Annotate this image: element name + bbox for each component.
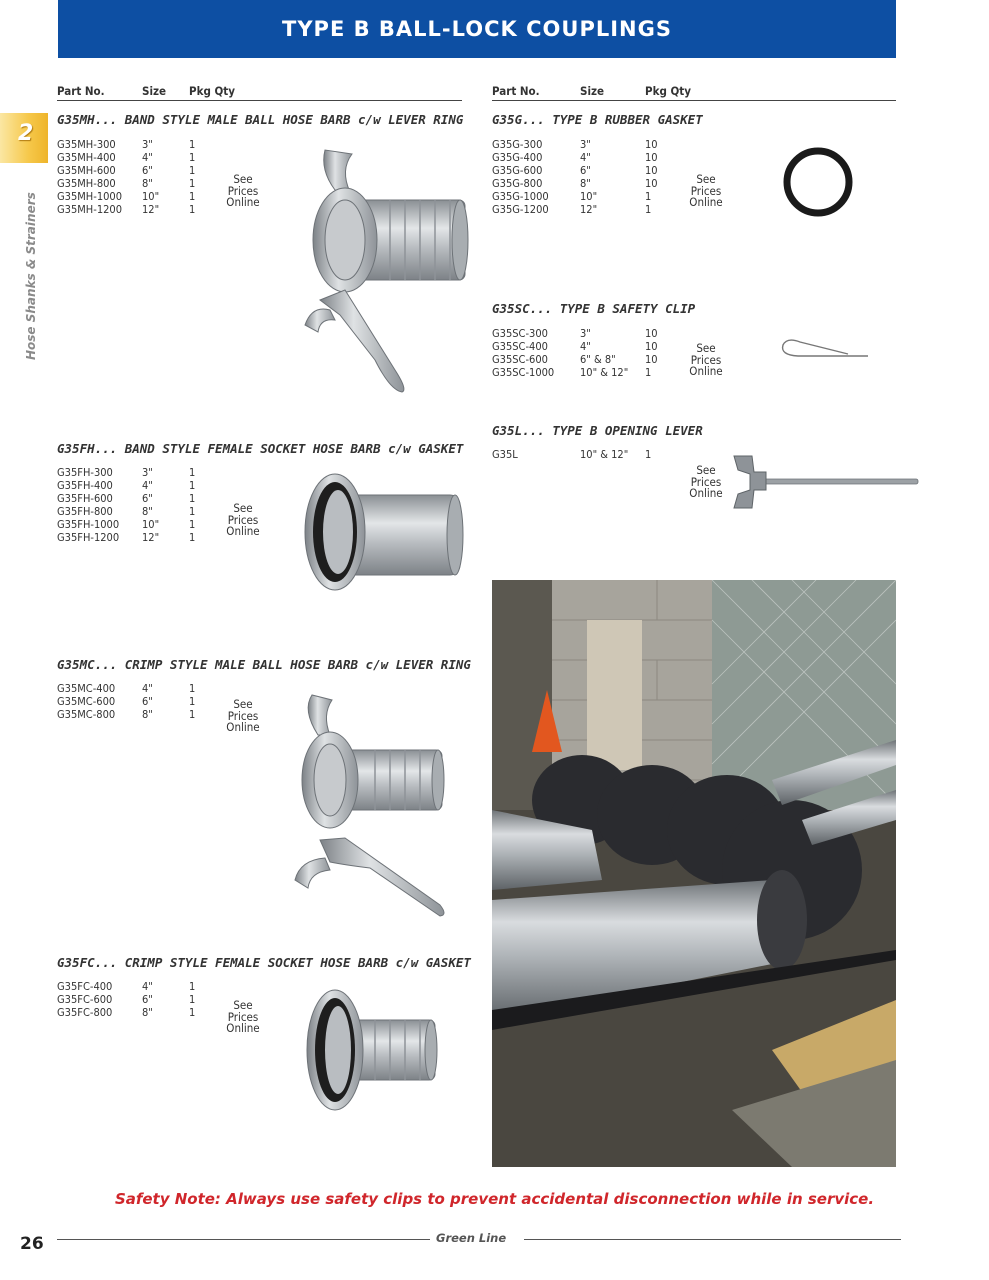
part-qty: 1 [189, 695, 196, 708]
prices-text: Prices [227, 708, 259, 723]
part-number: G35MH-600 [57, 164, 116, 177]
column-pkg-qty: Pkg Qty [645, 84, 691, 98]
see-text: See [696, 172, 716, 186]
part-size: 8" [142, 708, 153, 721]
part-qty: 1 [645, 203, 652, 216]
part-qty: 10 [645, 340, 658, 353]
part-size: 12" [142, 531, 160, 544]
see-text: See [696, 341, 716, 355]
part-qty: 1 [189, 505, 196, 518]
part-qty: 10 [645, 327, 658, 340]
footer-rule-left [57, 1239, 430, 1240]
see-prices-link[interactable] [676, 343, 736, 378]
opening-lever-image [728, 450, 923, 515]
part-number: G35SC-1000 [492, 366, 555, 379]
part-number: G35MC-400 [57, 682, 116, 695]
prices-text: Prices [227, 183, 259, 198]
part-number: G35SC-600 [492, 353, 548, 366]
part-size: 3" [580, 327, 591, 340]
part-number: G35FC-600 [57, 993, 113, 1006]
part-qty: 1 [189, 993, 196, 1006]
online-text: Online [689, 364, 723, 378]
part-qty: 1 [645, 190, 652, 203]
part-qty: 1 [189, 138, 196, 151]
part-qty: 1 [189, 151, 196, 164]
part-qty: 1 [189, 164, 196, 177]
safety-clip-image [778, 333, 873, 363]
part-size: 6" [142, 164, 153, 177]
column-pkg-qty: Pkg Qty [189, 84, 235, 98]
part-qty: 1 [189, 492, 196, 505]
chapter-number: 2 [18, 121, 34, 146]
section-title-fh: G35FH... BAND STYLE FEMALE SOCKET HOSE BARB c/w GASKET [57, 441, 464, 456]
female-socket-coupling-image [290, 470, 470, 595]
part-size: 6" & 8" [580, 353, 616, 366]
part-number: G35FH-800 [57, 505, 113, 518]
see-text: See [233, 697, 253, 711]
part-number: G35MH-1200 [57, 203, 122, 216]
part-size: 10" [580, 190, 598, 203]
page-title: TYPE B BALL-LOCK COUPLINGS [282, 17, 672, 41]
online-text: Online [226, 195, 260, 209]
prices-text: Prices [690, 352, 722, 367]
part-qty: 10 [645, 138, 658, 151]
online-text: Online [226, 720, 260, 734]
part-size: 6" [580, 164, 591, 177]
see-prices-link[interactable] [213, 699, 273, 734]
part-number: G35FH-300 [57, 466, 113, 479]
part-qty: 1 [645, 448, 652, 461]
part-number: G35L [492, 448, 518, 461]
part-size: 8" [142, 505, 153, 518]
part-qty: 1 [189, 479, 196, 492]
prices-text: Prices [227, 512, 259, 527]
part-size: 10" & 12" [580, 448, 629, 461]
part-number: G35FH-400 [57, 479, 113, 492]
part-number: G35MC-600 [57, 695, 116, 708]
section-title-g: G35G... TYPE B RUBBER GASKET [492, 112, 703, 127]
part-size: 6" [142, 695, 153, 708]
column-header-left [57, 84, 462, 101]
chapter-name: Hose Shanks & Strainers [24, 192, 38, 360]
part-number: G35MH-400 [57, 151, 116, 164]
part-size: 10" & 12" [580, 366, 629, 379]
section-title-fc: G35FC... CRIMP STYLE FEMALE SOCKET HOSE BARB c/w GASKET [57, 955, 471, 970]
part-size: 4" [142, 151, 153, 164]
section-title-mc: G35MC... CRIMP STYLE MALE BALL HOSE BARB c/w LEVER RING [57, 657, 471, 672]
part-size: 3" [580, 138, 591, 151]
part-qty: 1 [189, 531, 196, 544]
part-qty: 1 [189, 466, 196, 479]
part-number: G35MH-300 [57, 138, 116, 151]
see-prices-link[interactable] [676, 174, 736, 209]
online-text: Online [226, 524, 260, 538]
part-number: G35FH-1000 [57, 518, 120, 531]
part-size: 10" [142, 190, 160, 203]
part-qty: 1 [189, 708, 196, 721]
part-size: 4" [580, 340, 591, 353]
see-prices-link[interactable] [213, 503, 273, 538]
male-lever-coupling-image [290, 140, 480, 400]
part-qty: 10 [645, 151, 658, 164]
part-size: 3" [142, 138, 153, 151]
part-number: G35MH-800 [57, 177, 116, 190]
see-prices-link[interactable] [676, 465, 736, 500]
section-title-sc: G35SC... TYPE B SAFETY CLIP [492, 301, 696, 316]
part-size: 6" [142, 993, 153, 1006]
part-size: 4" [580, 151, 591, 164]
part-qty: 10 [645, 177, 658, 190]
part-number: G35G-1200 [492, 203, 549, 216]
rubber-gasket-image [780, 145, 860, 225]
see-text: See [233, 998, 253, 1012]
installation-photo [492, 580, 896, 1167]
part-number: G35G-300 [492, 138, 543, 151]
part-qty: 1 [189, 190, 196, 203]
page-number: 26 [20, 1234, 44, 1254]
part-size: 4" [142, 682, 153, 695]
part-size: 8" [142, 177, 153, 190]
online-text: Online [226, 1021, 260, 1035]
part-number: G35FH-600 [57, 492, 113, 505]
part-number: G35SC-300 [492, 327, 548, 340]
online-text: Online [689, 195, 723, 209]
see-text: See [233, 501, 253, 515]
part-size: 8" [142, 1006, 153, 1019]
column-part-no: Part No. [57, 84, 105, 98]
safety-note: Safety Note: Always use safety clips to prevent accidental disconnection while in service. [114, 1190, 875, 1208]
see-text: See [696, 463, 716, 477]
part-number: G35FC-400 [57, 980, 113, 993]
part-number: G35MH-1000 [57, 190, 122, 203]
part-qty: 1 [189, 518, 196, 531]
title-banner [58, 0, 896, 58]
part-qty: 10 [645, 164, 658, 177]
part-size: 8" [580, 177, 591, 190]
prices-text: Prices [690, 474, 722, 489]
part-size: 12" [142, 203, 160, 216]
part-size: 4" [142, 479, 153, 492]
part-qty: 1 [645, 366, 652, 379]
part-qty: 1 [189, 1006, 196, 1019]
see-prices-link[interactable] [213, 174, 273, 209]
prices-text: Prices [690, 183, 722, 198]
online-text: Online [689, 486, 723, 500]
section-title-l: G35L... TYPE B OPENING LEVER [492, 423, 703, 438]
prices-text: Prices [227, 1009, 259, 1024]
part-size: 4" [142, 980, 153, 993]
crimp-male-lever-coupling-image [290, 690, 455, 920]
crimp-female-socket-coupling-image [295, 985, 445, 1115]
footer-rule-right [524, 1239, 901, 1240]
part-number: G35G-1000 [492, 190, 549, 203]
column-size: Size [580, 84, 605, 98]
column-part-no: Part No. [492, 84, 540, 98]
footer-brand: Green Line [436, 1231, 507, 1245]
part-number: G35G-400 [492, 151, 543, 164]
part-size: 6" [142, 492, 153, 505]
part-size: 12" [580, 203, 598, 216]
column-size: Size [142, 84, 167, 98]
part-qty: 1 [189, 177, 196, 190]
part-number: G35SC-400 [492, 340, 548, 353]
section-title-mh: G35MH... BAND STYLE MALE BALL HOSE BARB c/w LEVER RING [57, 112, 464, 127]
part-number: G35FC-800 [57, 1006, 113, 1019]
part-size: 3" [142, 466, 153, 479]
part-number: G35FH-1200 [57, 531, 120, 544]
chapter-tab[interactable] [0, 113, 48, 163]
see-prices-link[interactable] [213, 1000, 273, 1035]
part-qty: 10 [645, 353, 658, 366]
part-qty: 1 [189, 682, 196, 695]
part-number: G35G-600 [492, 164, 543, 177]
part-size: 10" [142, 518, 160, 531]
column-header-right [492, 84, 896, 101]
part-number: G35G-800 [492, 177, 543, 190]
part-number: G35MC-800 [57, 708, 116, 721]
see-text: See [233, 172, 253, 186]
part-qty: 1 [189, 980, 196, 993]
part-qty: 1 [189, 203, 196, 216]
